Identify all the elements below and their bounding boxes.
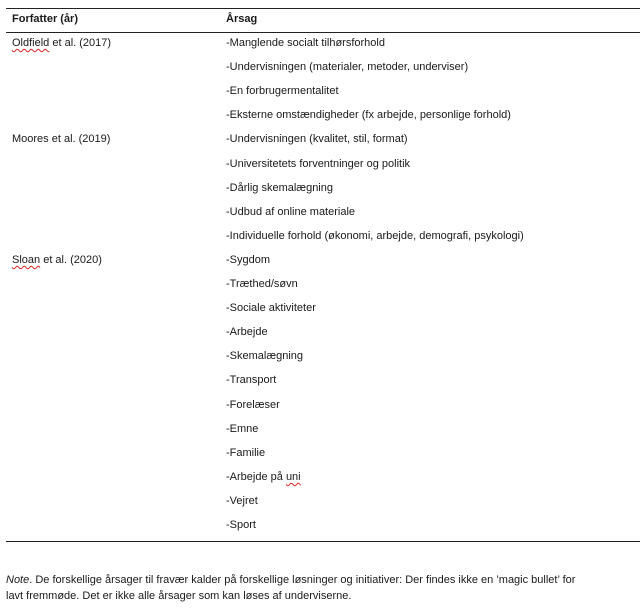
table-row bbox=[6, 61, 640, 85]
table-row bbox=[6, 182, 640, 206]
table-row bbox=[6, 278, 640, 302]
table-row bbox=[6, 374, 640, 398]
table-row bbox=[6, 471, 640, 495]
reason-cell: -Forelæser bbox=[226, 398, 280, 411]
reason-cell: -Træthed/søvn bbox=[226, 278, 298, 290]
reason-cell: -Transport bbox=[226, 374, 277, 387]
table-row bbox=[6, 350, 640, 374]
table-row bbox=[6, 254, 640, 278]
table-row bbox=[6, 326, 640, 350]
author-rest: et al. (2020) bbox=[40, 253, 102, 266]
reason-cell: -Emne bbox=[226, 422, 259, 435]
note-label: Note bbox=[6, 574, 30, 586]
reason-cell: -Individuelle forhold (økonomi, arbejde, demografi, psykologi) bbox=[226, 229, 524, 242]
reason-cell bbox=[226, 471, 301, 483]
note-text-line2: lavt fremmøde. Det er ikke alle årsager som kan løses af underviserne. bbox=[6, 590, 352, 602]
table-header-rule bbox=[6, 32, 640, 33]
table-row bbox=[6, 133, 640, 157]
spellcheck-underlined-word: uni bbox=[285, 470, 301, 483]
table-row bbox=[6, 109, 640, 133]
table-row bbox=[6, 230, 640, 254]
table-note bbox=[6, 572, 638, 604]
author-cell bbox=[12, 37, 111, 49]
table-row bbox=[6, 302, 640, 326]
reason-cell: -Sport bbox=[226, 519, 256, 531]
reason-cell: -Sociale aktiviteter bbox=[226, 302, 316, 315]
table-row bbox=[6, 519, 640, 543]
reason-cell: -En forbrugermentalitet bbox=[226, 85, 339, 98]
table-row bbox=[6, 495, 640, 519]
table-row bbox=[6, 399, 640, 423]
reason-cell: -Undervisningen (materialer, metoder, underviser) bbox=[226, 61, 469, 74]
column-header-reason: Årsag bbox=[226, 13, 258, 25]
table-row bbox=[6, 85, 640, 109]
reason-cell: -Familie bbox=[226, 446, 266, 459]
table-row bbox=[6, 158, 640, 182]
reason-cell: -Arbejde bbox=[226, 326, 268, 339]
spellcheck-underlined-word: Oldfield bbox=[12, 37, 50, 49]
reason-cell: -Eksterne omstændigheder (fx arbejde, personlige forhold) bbox=[226, 109, 511, 122]
reason-cell: -Dårlig skemalægning bbox=[226, 181, 333, 194]
reason-cell: -Sygdom bbox=[226, 253, 271, 266]
reason-cell: -Undervisningen (kvalitet, stil, format) bbox=[226, 133, 408, 146]
note-text-line1: . De forskellige årsager til fravær kalder på forskellige løsninger og initiativer: Der findes ikke en ’magic bullet’ for bbox=[29, 574, 576, 586]
column-header-author: Forfatter (år) bbox=[12, 13, 79, 25]
table-row bbox=[6, 37, 640, 61]
table-row bbox=[6, 423, 640, 447]
reason-cell: -Manglende socialt tilhørsforhold bbox=[226, 37, 385, 49]
reason-cell: -Universitetets forventninger og politik bbox=[226, 157, 411, 170]
reason-cell: -Udbud af online materiale bbox=[226, 205, 356, 218]
table-row bbox=[6, 447, 640, 471]
spellcheck-underlined-word: Sloan bbox=[12, 253, 41, 266]
reason-cell: -Skemalægning bbox=[226, 350, 304, 363]
reason-cell: -Vejret bbox=[226, 494, 258, 507]
table-top-rule bbox=[6, 8, 640, 9]
author-rest: et al. (2017) bbox=[49, 37, 112, 49]
author-cell bbox=[12, 254, 102, 266]
table-bottom-rule bbox=[6, 541, 640, 542]
author-cell: Moores et al. (2019) bbox=[12, 133, 111, 146]
reason-text: -Arbejde på bbox=[226, 470, 286, 483]
table-row bbox=[6, 206, 640, 230]
